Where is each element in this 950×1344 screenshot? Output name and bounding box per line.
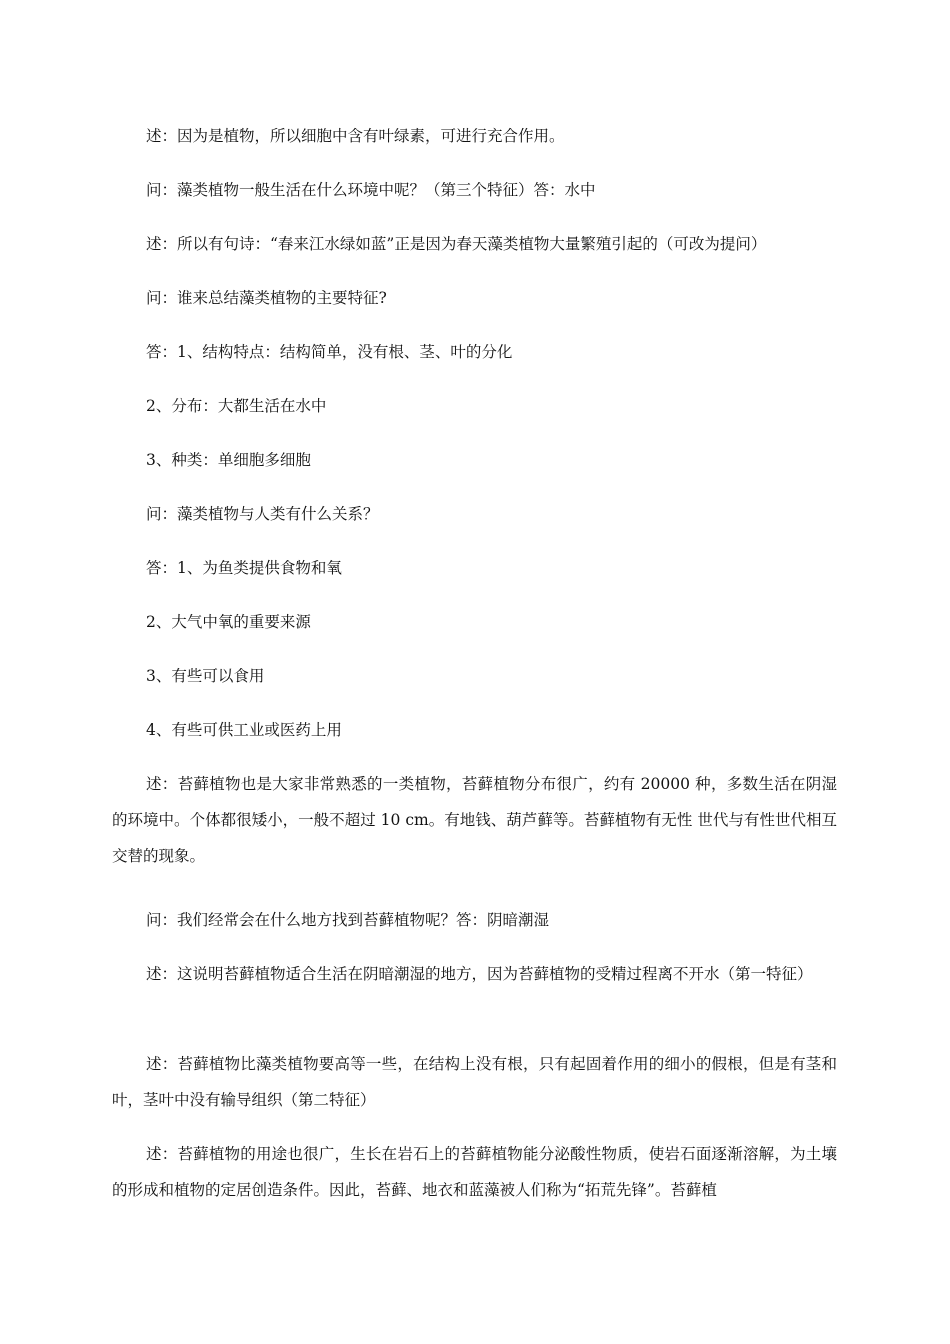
paragraph-poem-statement: 述：所以有句诗：“春来江水绿如蓝”正是因为春天藻类植物大量繁殖引起的（可改为提问）	[146, 235, 767, 253]
paragraph-answer-industry: 4、有些可供工业或医药上用	[146, 721, 342, 739]
paragraph-answer-food-oxygen: 答：1、为鱼类提供食物和氧	[146, 559, 342, 577]
paragraph-moss-first-feature: 述：这说明苔藓植物适合生活在阴暗潮湿的地方，因为苔藓植物的受精过程离不开水（第一特征）	[146, 965, 813, 983]
paragraph-chlorophyll-statement: 述：因为是植物，所以细胞中含有叶绿素，可进行充合作用。	[146, 127, 565, 145]
paragraph-answer-structure: 答：1、结构特点：结构简单，没有根、茎、叶的分化	[146, 343, 513, 361]
paragraph-moss-location-question: 问：我们经常会在什么地方找到苔藓植物呢？答：阴暗潮湿	[146, 911, 550, 929]
paragraph-answer-edible: 3、有些可以食用	[146, 667, 265, 685]
paragraph-moss-intro: 述：苔藓植物也是大家非常熟悉的一类植物，苔藓植物分布很广，约有 20000 种，多数生活在阴湿的环境中。个体都很矮小，一般不超过 10 cm。有地钱、葫芦藓等。苔藓植物有无性 世代与有性世代相互交替的现象。	[112, 775, 837, 865]
paragraph-moss-second-feature: 述：苔藓植物比藻类植物要高等一些，在结构上没有根，只有起固着作用的细小的假根，但是有茎和叶，茎叶中没有输导组织（第二特征）	[112, 1055, 837, 1109]
paragraph-answer-oxygen-source: 2、大气中氧的重要来源	[146, 613, 311, 631]
paragraph-moss-uses: 述：苔藓植物的用途也很广，生长在岩石上的苔藓植物能分泌酸性物质，使岩石面逐渐溶解，为土壤的形成和植物的定居创造条件。因此，苔藓、地衣和蓝藻被人们称为“拓荒先锋”。苔藓植	[112, 1145, 837, 1199]
paragraph-algae-habitat-question: 问：藻类植物一般生活在什么环境中呢？（第三个特征）答：水中	[146, 181, 596, 199]
paragraph-answer-types: 3、种类：单细胞多细胞	[146, 451, 311, 469]
paragraph-human-relation-question: 问：藻类植物与人类有什么关系？	[146, 505, 379, 523]
paragraph-answer-distribution: 2、分布：大都生活在水中	[146, 397, 327, 415]
paragraph-summary-question: 问：谁来总结藻类植物的主要特征?	[146, 289, 387, 307]
